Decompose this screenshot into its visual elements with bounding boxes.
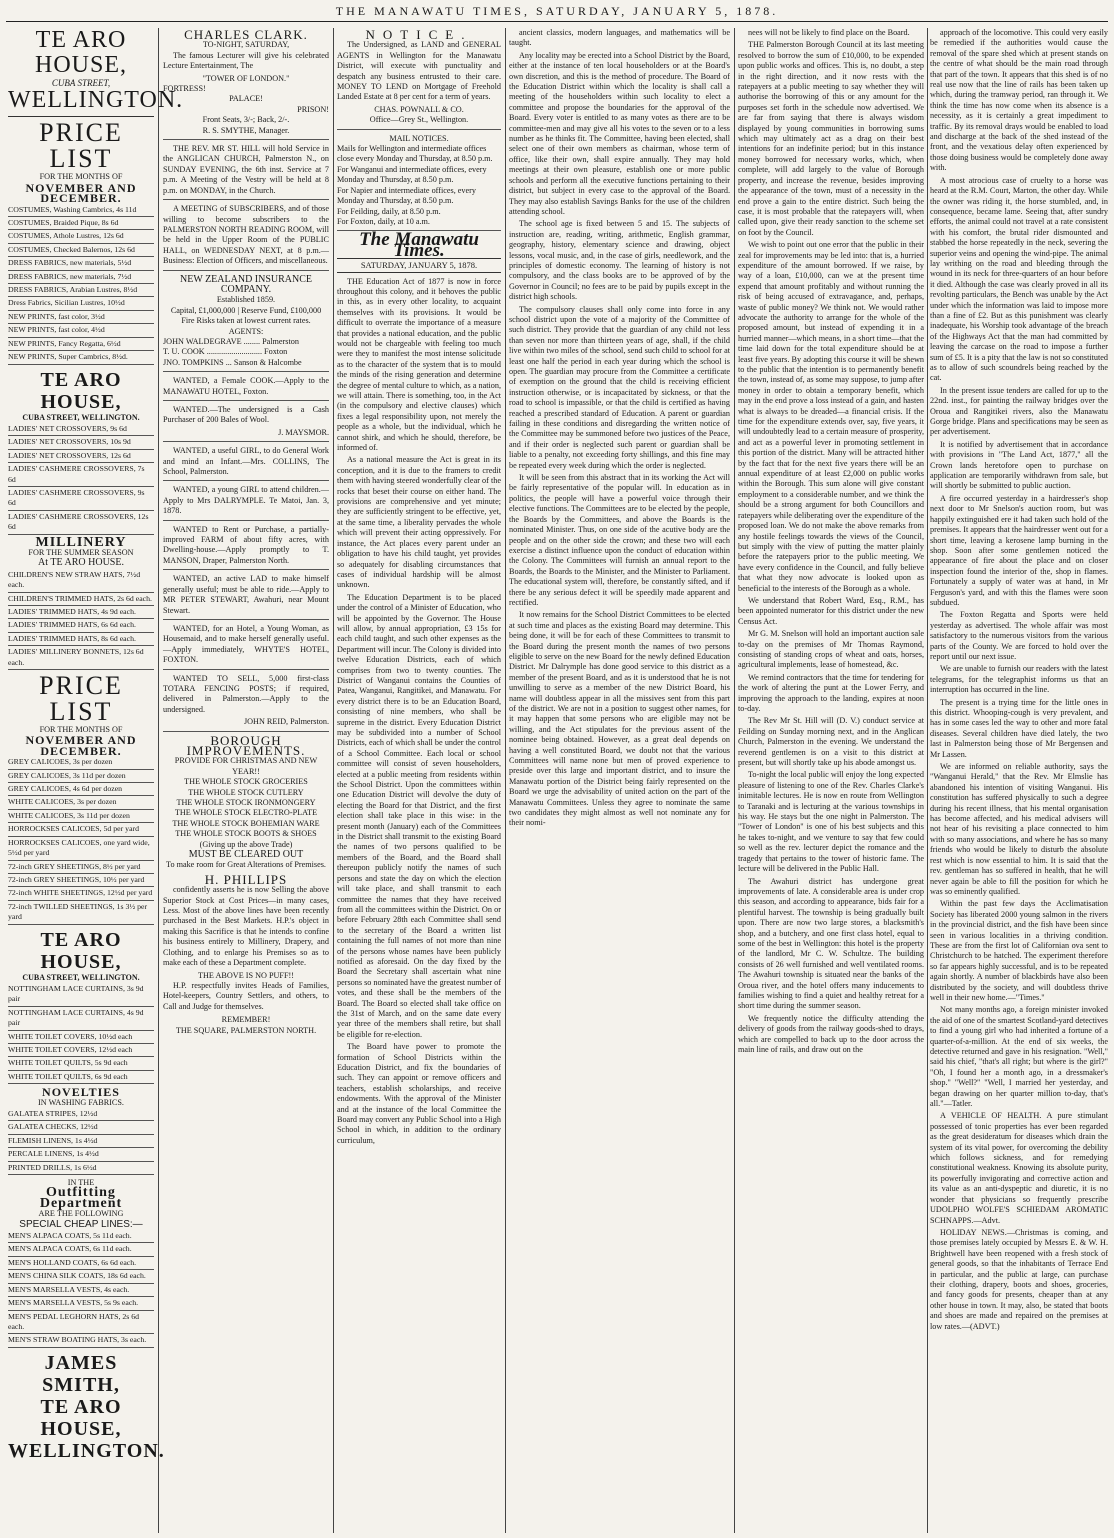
te-aro-house-ad	[8, 27, 184, 1533]
wanted-wool-ad	[163, 403, 329, 442]
ad-note: (Giving up the above Trade)	[199, 839, 293, 849]
price-row: LADIES' CASHMERE CROSSOVERS, 9s 6d	[8, 487, 154, 511]
ad-seats: Front Seats, 3/-; Back, 2/-.	[202, 115, 290, 125]
paragraph: We are informed on reliable authority, says the "Wanganui Herald," that the Rev. Mr Elmslie has abandoned his intention of visiting Wanganui. His constitution has suffered physically to such a degree during his recent illness, that his mental organisation has become affected, and his medical advisers will not hear of his revisiting a place connected to him with so many associations, and where he has so many friends who would be likely to disturb the absolute rest which is now essential to him. It is said that the rev. gentleman has so suffered in health, that he will never again be able to fill the position for which he was so eminently qualified.	[930, 762, 1108, 896]
paragraph: HOLIDAY NEWS.—Christmas is coming, and those premises lately occupied by Messrs E. & W. H. Brightwell have been reopened with a fresh stock of general goods, so that the inhabitants of Terrace End in particular, and the public at large, can purchase their clothing, drapery, boots and shoes, groceries, and fancy goods for presents, cheaper than at any other house in town. It may, also, be stated that boots and shoes are made and repaired on the premises at low rates.—(ADVT.)	[930, 1227, 1108, 1331]
millinery-heading: MILLINERY	[35, 534, 127, 550]
paragraph: We understand that Robert Ward, Esq., R.M., has been appointed numerator for this district under the new Census Act.	[738, 595, 924, 626]
fencing-posts-ad	[163, 672, 329, 732]
price-row: WHITE CALICOES, 3s per dozen	[8, 796, 154, 809]
price-row: NEW PRINTS, fast color, 3½d	[8, 311, 154, 324]
ad-body: The Undersigned, as LAND and GENERAL AGENTS in Wellington for the Manawatu District, will execute with punctuality and despatch any business entrusted to their care. MONEY TO LEND on Mortgage of Freehold Landed Estate at 8 per cent for a term of years.	[337, 40, 501, 102]
store-street-2: CUBA STREET, WELLINGTON.	[22, 412, 140, 422]
price-row: LADIES' CASHMERE CROSSOVERS, 12s 6d	[8, 511, 154, 535]
ad-risks: Fire Risks taken at lowest current rates.	[181, 316, 311, 326]
paragraph: nees will not be likely to find place on the Board.	[748, 28, 910, 37]
wanted-cook-ad: WANTED, a Female COOK.—Apply to the MANAWATU HOTEL, Foxton.	[163, 374, 329, 401]
local-news-column-2	[930, 28, 1108, 1533]
price-row: LADIES' TRIMMED HATS, 8s 6d each.	[8, 633, 154, 646]
price-row: NEW PRINTS, fast color, 4½d	[8, 324, 154, 337]
price-row: GREY CALICOES, 3s per dozen	[8, 756, 154, 769]
at-store-label: At TE ARO HOUSE.	[38, 557, 124, 569]
price-list-heading-2: PRICE LIST	[39, 671, 123, 727]
stock-item: THE WHOLE STOCK BOHEMIAN WARE	[172, 818, 320, 828]
price-row: NEW PRINTS, Super Cambrics, 8½d.	[8, 351, 154, 364]
price-list-hats	[8, 569, 154, 670]
paragraph: We wish to point out one error that the public in their zeal for improvements may be led into: that is, a hurried expenditure of the amount borrowed. If we raise, by way of a loan, £10,000, can we at the present time expend that amount profitably and without running the risk of being accused of extravagance, and, perhaps, waste of public money? We think not. We would rather advocate the authority to arrange for the whole of the proposed amount, but instead of expending it in a hurried manner—which means, in a short time—that the time laid down for the total expenditure should be at least five years. By adopting this course it will be shewn to the public that the intention is to permanently benefit the town, instead of, as some may suppose, to jump after money in order to obtain a temporary benefit, which may in the end prove a loss instead of a gain, and hasten what is always to be dreaded—a financial crisis. If the time for the expenditure extends over, say, five years, it will undoubtedly lead to a certain measure of prosperity, and act as a powerful lever in promoting settlement in this portion of the district. Many will be attracted hither by the fact that for the next five years there will be an annual expenditure of at least £2,000 on public works within the Borough. This sum alone will give constant employment to a considerable number, and we think the should be a strong argument for both Councillors and ratepayers while deliberating over the expenditure of the proposed loan. We do not make the above remarks from any hostile feelings towards the views of the Council, but simply with the view of putting the matter plainly before the ratepayers prior to the public meeting. We have every confidence in the Council, and fully believe that what they now advocate is looked upon as beneficial to the interests of the Borough as a whole.	[738, 240, 924, 593]
price-row: FLEMISH LINENS, 1s 4½d	[8, 1135, 154, 1148]
stock-item: THE WHOLE STOCK ELECTRO-PLATE	[174, 808, 318, 818]
paragraph: As a national measure the Act is great in its conception, and it is due to the framers to credit them with having steered wonderfully clear of the rocks that beset their course on either hand. The provisions are comprehensive and yet minute; they are sufficiently stringent to be effective, yet, at the same time, a liberality pervades the whole which will prevent their acting oppressively. For instance, the Act places every parent under an obligation to have his child taught, yet provides so adequately for disabling circumstances that cases of individual hardship will be almost unknown.	[337, 455, 501, 590]
ad-prison: PRISON!	[297, 104, 329, 114]
proprietor-name: JAMES SMITH,	[42, 1351, 120, 1396]
column-rule	[158, 28, 159, 1533]
paragraph: The Education Department is to be placed under the control of a Minister of Education, who will be appointed by the Governor. The House will allow, by annual appropriation, £3 15s for each child taught, and such other expenses as the Department will incur. The Colony is divided into twelve Education Districts, each of which comprises from two to twenty counties. The District of Wanganui contains the Counties of Patea, Wanganui, Rangitikei, and Manawatu. For every district there is to be an Education Board, consisting of nine members, who shall be supreme in the district. Every Education District may be subdivided into a number of School Districts, each of which shall be under the control of a School Committee. Each local or school committee will consist of seven householders, elected at a public meeting from residents within the School District. Upon the committees within one Education District will devolve the duty of electing the Board for that District, and the first election shall take place in this wise: in the present month (January) each of the Committees in the District shall transmit to the existing Board the names of two persons qualified to be members of the Board, and the Board shall thereupon publicly notify the names of such persons and state the day on which the election will take place, and shall transmit to each committee the names that they have received from all the committees within the District. On or before February 28th each Committee shall send to the secretary of the Board a written list containing the full names of not more than nine of the persons whose names have been publicly notified as aforesaid. On the day fixed by the Board the Secretary shall ascertain what nine persons so nominated have the greatest number of votes, and these shall be the members of the Board. The Board so elected shall take office on the 31st of March, and on the same date every year three of the members shall retire, but shall be eligible for re-election.	[337, 592, 501, 1039]
price-row: 72-inch GREY SHEETINGS, 10½ per yard	[8, 874, 154, 887]
stock-item: THE WHOLE STOCK GROCERIES	[184, 777, 308, 787]
price-row: CHILDREN'S TRIMMED HATS, 2s 6d each.	[8, 593, 154, 606]
price-row: GALATEA CHECKS, 12½d	[8, 1121, 154, 1134]
price-row: DRESS FABRICS, Arabian Lustres, 8½d	[8, 284, 154, 297]
ad-merchant: H. PHILLIPS	[204, 871, 288, 887]
reading-room-ad: A MEETING of SUBSCRIBERS, and of those willing to become subscribers to the PALMERSTON NORTH READING ROOM, will be held in the Upper Room of the PUBLIC HALL, on WEDNESDAY NEXT, at 8 p.m.—Business: Election of Officers, and miscellaneous.	[163, 202, 329, 270]
store-street: CUBA STREET,	[51, 78, 111, 88]
price-row: CHILDREN'S NEW STRAW HATS, 7½d each.	[8, 569, 154, 593]
ad-body: WANTED TO SELL, 5,000 first-class TOTARA FENCING POSTS; if required, delivered in Palmerston.—Apply to the undersigned.	[163, 673, 329, 714]
paragraph: The school age is fixed between 5 and 15. The subjects of instruction are, reading, writing, arithmetic, English grammar, geography, history, elementary science and drawing, object lessons, vocal music, and, in the case of girls, needlework, and the principles of domestic economy. The learning of history is not compulsory, and the class books are to be approved of by the Governor in Council; no fees are to be paid by pupils except in the district high schools.	[509, 219, 730, 302]
newspaper-title: The Manawatu Times.	[359, 229, 479, 261]
store-name-2: TE ARO HOUSE,	[40, 368, 122, 413]
ad-fortress: FORTRESS!	[163, 84, 206, 94]
special-lines-label: SPECIAL CHEAP LINES:—	[19, 1218, 143, 1230]
ad-must: MUST BE CLEARED OUT	[188, 849, 304, 861]
ad-agent: JOHN WALDEGRAVE ........ Palmerston	[163, 336, 299, 346]
column-rule	[333, 28, 334, 1533]
price-row: MEN'S MARSELLA VESTS, 5s 9s each.	[8, 1297, 154, 1310]
month-names-2: NOVEMBER AND DECEMBER.	[25, 733, 137, 758]
paragraph: Within the past few days the Acclimatisation Society has liberated 2000 young salmon in the rivers in the provincial district, and the fish have been since seen in various localities in a thriving condition. These are from the first lot of Californian ova sent to Christchurch to be hatched. The experiment therefore so far appears highly successful, and is to be repeated again shortly. A number of blackbirds have also been distributed by the society, and will doubtless thrive well in their new home.—"Times."	[930, 899, 1108, 1002]
price-row: LADIES' CASHMERE CROSSOVERS, 7s 6d	[8, 463, 154, 487]
column-rule	[927, 28, 928, 1533]
land-agents-notice	[337, 28, 501, 130]
paragraph: ancient classics, modern languages, and mathematics will be taught.	[509, 28, 730, 48]
mail-item: For Wanganui and intermediate offices, every Monday and Thursday, at 8.50 p.m.	[337, 164, 487, 185]
ad-capital: Capital, £1,000,000 | Reserve Fund, £100,000	[170, 305, 322, 315]
price-row: WHITE TOILET QUILTS, 5s 9d each	[8, 1057, 154, 1070]
ad-manager: R. S. SMYTHE, Manager.	[202, 125, 290, 135]
price-row: NEW PRINTS, Fancy Regatta, 6½d	[8, 338, 154, 351]
ad-body: WANTED.—The undersigned is a Cash Purchaser of 200 Bales of Wool.	[163, 405, 329, 425]
mail-list	[337, 144, 501, 227]
price-row: LADIES' TRIMMED HATS, 4s 9d each.	[8, 606, 154, 619]
price-row: LADIES' MILLINERY BONNETS, 12s 6d each.	[8, 646, 154, 670]
column-rule	[505, 28, 506, 1533]
wanted-young-girl-ad: WANTED, a young GIRL to attend children.—Apply to Mrs DALRYMPLE. Te Matoi, Jan. 3, 1878.	[163, 483, 329, 520]
stock-item: THE WHOLE STOCK BOOTS & SHOES	[175, 829, 317, 839]
price-row: WHITE CALICOES, 3s 11d per dozen	[8, 810, 154, 823]
price-row: NOTTINGHAM LACE CURTAINS, 3s 9d pair	[8, 983, 154, 1007]
mail-title: MAIL NOTICES.	[389, 133, 449, 143]
price-row: COSTUMES, Athole Lustres, 12s 6d	[8, 230, 154, 243]
ad-title: NEW ZEALAND INSURANCE COMPANY.	[179, 273, 313, 295]
ad-lecture-title: "TOWER OF LONDON."	[202, 73, 290, 83]
paragraph: We frequently notice the difficulty attending the delivery of goods from the railway goods-shed to drays, which are compelled to back up to the door across the main line of rails, and draw out on the	[738, 1013, 924, 1054]
ad-agent: JNO. TOMPKINS ... Sanson & Halcombe	[163, 357, 302, 367]
insurance-ad	[163, 273, 329, 373]
paragraph: Not many months ago, a foreign minister invoked the aid of one of the smartest Scotland-yard detectives to find a young girl who had inherited a fortune of a quarter-of-a-million. At the end of six weeks, the detective returned and gave in his resignation. "Well," said his chief, "that's all right; but where is the girl?" "Oh, I found her a month ago, in a dressmaker's shop." "Well?" "Well, I married her yesterday, and began drawing on her quarter million to-day, that's all."—Tatler.	[930, 1005, 1108, 1109]
stock-item: THE WHOLE STOCK IRONMONGERY	[176, 798, 316, 807]
price-row: DRESS FABRICS, new materials, 5½d	[8, 257, 154, 270]
issue-date: SATURDAY, JANUARY 5, 1878.	[337, 258, 501, 272]
ad-signature: CHAS. POWNALL & CO.	[374, 104, 464, 114]
paragraph: Any locality may be erected into a School District by the Board, either at the instance of ten local householders or at the Board's own discretion, and this is the method of procedure. The Board of the Education District within which the locality is shall call a meeting of the householders within such locality to elect a committee and propose the boundaries for the approval of the Board. Every voter is entitled to as many votes as there are to be committee-men and may give all his votes to the seven or to a less number as he thinks fit. The Committee, having been elected, shall select one of their own members as chairman, whose term of office, like their own, shall expire annually. They may hold meetings at their own pleasure, establish one or more public schools and perform all the executive functions pertaining to their district, but subject in every case to the approval of the Board. They may also establish Savings Banks for the use of the children attending school.	[509, 50, 730, 216]
price-row: PRINTED DRILLS, 1s 6½d	[8, 1162, 154, 1175]
price-row: MEN'S ALPACA COATS, 5s 11d each.	[8, 1230, 154, 1243]
ad-room: To make room for Great Alterations of Premises.	[166, 860, 326, 870]
novelties-heading: NOVELTIES	[42, 1085, 120, 1100]
price-row: Dress Fabrics, Sicilian Lustres, 10½d	[8, 297, 154, 310]
price-row: 72-inch WHITE SHEETINGS, 12½d per yard	[8, 887, 154, 900]
price-row: MEN'S MARSELLA VESTS, 4s each.	[8, 1284, 154, 1297]
price-row: HORROCKSES CALICOES, 5d per yard	[8, 823, 154, 836]
wanted-farm-ad: WANTED to Rent or Purchase, a partially-improved FARM of about fifty acres, with Dwelling-house.—Apply promptly to T. MANSON, Draper, Palmerston North.	[163, 523, 329, 571]
store-name-footer: TE ARO HOUSE,	[40, 1395, 122, 1440]
price-row: GREY CALICOES, 3s 11d per dozen	[8, 770, 154, 783]
store-city-footer: WELLINGTON.	[8, 1439, 165, 1462]
paragraph: To-night the local public will enjoy the long expected pleasure of listening to one of the Rev. Charles Clarke's inimitable lectures. He is now en route from Wellington to Taranaki and is lecturing at the various townships in his way. He stays but the one night in Palmerston. The "Tower of London" is one of his best subjects and this he takes to-night, and we venture to say that few could so well as the rev. lecturer depict the romance and the tragedy that pertains to the tower of historic fame. The lecture will be delivered in the Public Hall.	[738, 770, 924, 874]
ad-signature: JOHN REID, Palmerston.	[243, 717, 329, 727]
ad-title: CHARLES CLARK.	[184, 27, 308, 42]
season-label: FOR THE SUMMER SEASON	[28, 547, 134, 557]
paragraph: The Board have power to promote the formation of School Districts within the Education District, and fix the boundaries of such. They can appoint or remove officers and teachers, establish scholarships, and receive endowments. With the approval of the Minister and at the instance of the local Committee the Board may convert any Public School into a High School in which, in addition to the ordinary curriculum,	[337, 1042, 501, 1145]
wanted-lad-ad: WANTED, an active LAD to make himself generally useful; must be able to ride.—Apply to MR PETER STEWART, Awahuri, near Mount Stewart.	[163, 572, 329, 620]
store-city: WELLINGTON.	[8, 87, 184, 114]
paragraph: We are unable to furnish our readers with the latest telegrams, for the telegraphist informs us that an interruption has occurred in the line.	[930, 664, 1108, 695]
ad-body: confidently asserts he is now Selling the above Superior Stock at Cost Prices—in many cases, Less. Most of the above lines have been recently purchased in the Best Markets. H.P.'s object in making this Sacrifice is that he intends to confine his business entirely to Millinery, Drapery, and Clothing, and to enlarge his Premises so as to make each of these a Department complete.	[163, 885, 329, 968]
ad-title: BOROUGH IMPROVEMENTS.	[186, 732, 306, 758]
paragraph: Mr G. M. Snelson will hold an important auction sale to-day on the premises of Mr Thomas Raymond, consisting of standing crops of wheat and oats, horses, agricultural implements, lease of homestead, &c.	[738, 629, 924, 670]
store-street-3: CUBA STREET, WELLINGTON.	[22, 972, 140, 982]
masthead-rule	[6, 21, 1108, 22]
ad-subtitle: PROVIDE FOR CHRISTMAS AND NEW YEAR!!	[174, 756, 318, 776]
paragraph: The compulsory clauses shall only come into force in any school district upon the vote of a majority of the Committee of such district. They provide that the guardian of any child not less than seven nor more than thirteen years of age, shall, if the child live within two miles of the school, send such child to school for at least one half the period in each year during which the school is open. The guardian may procure from the Committee a certificate of exemption on the ground that the child is receiving efficient instruction otherwise, or is incapacitated by sickness, or that the road to school is impassible, or that the child is certified as having reached a prescribed standard of Education. A parent or guardian failing in these conditions and disregarding the written notice of the Committee may be summoned before two justices of the Peace, and if their order is neglected such parent or guardian shall be liable to a penalty, not exceeding forty shillings, and this fine may be repeated every week during which the order is neglected.	[509, 304, 730, 470]
price-row: GREY CALICOES, 4s 6d per dozen	[8, 783, 154, 796]
masthead: THE MANAWATU TIMES, SATURDAY, JANUARY 5, 1878.	[335, 4, 779, 18]
price-row: WHITE TOILET COVERS, 12½d each	[8, 1044, 154, 1057]
ad-palace: PALACE!	[229, 94, 263, 104]
ad-place: THE SQUARE, PALMERSTON NORTH.	[175, 1025, 317, 1035]
paragraph: It is notified by advertisement that in accordance with provisions in "The Land Act, 1877," all the Crown lands heretofore open to purchase on application are temporarily withdrawn from sale, but will shortly be submitted to public auction.	[930, 439, 1108, 491]
borough-improvements-ad	[163, 732, 329, 1036]
mail-item: For Foxton, daily, at 10 a.m.	[337, 216, 430, 226]
price-row: MEN'S ALPACA COATS, 6s 11d each.	[8, 1243, 154, 1256]
in-the-label: IN THE	[67, 1178, 95, 1188]
outfitting-heading: Outfitting Department	[39, 1185, 123, 1211]
mail-item: Mails for Wellington and intermediate offices close every Monday and Thursday, at 8.50 p.m.	[337, 144, 493, 164]
price-row: GALATEA STRIPES, 12½d	[8, 1108, 154, 1121]
month-names: NOVEMBER AND DECEMBER.	[25, 180, 137, 206]
paragraph: A fire occurred yesterday in a hairdresser's shop next door to Mr Snelson's auction room, but was happily extinguished ere it had taken such hold of the premises. It appears that the hairdresser went out for a short time, leaving a kerosene lamp burning in the shop. Soon after some gentlemen noticed the appearance of fire about the place and on closer inspection found the interior of the, shop in flames. Fortunately a supply of water was at hand, in Mr Ferguson's yard, and with this the flames were soon subdued.	[930, 493, 1108, 607]
price-row: WHITE TOILET QUILTS, 6s 9d each	[8, 1071, 154, 1084]
paragraph: The Awahuri district has undergone great improvements of late. A considerable area is under crop this season, and according to appearance, bids fair for a plentiful harvest. The township is being gradually built upon. There are now two large stores, a blacksmith's shop, and a butchery, and one first class hotel, equal to some of the best in Wellington: this hotel is the property of the landlord, Mr C. W. Schultze. The building consists of 26 well furnished and well ventilated rooms. The Awahuri township is situated near the banks of the Oroua river, and the hotel offers many inducements to families wishing to find a quiet and healthy retreat for a short time during the summer season.	[738, 876, 924, 1011]
months-label: FOR THE MONTHS OF	[39, 172, 123, 182]
price-row: WHITE TOILET COVERS, 10½d each	[8, 1031, 154, 1044]
price-list-costumes	[8, 204, 154, 365]
washing-label: IN WASHING FABRICS.	[38, 1097, 124, 1107]
ad-established: Established 1859.	[216, 295, 276, 305]
ad-agent: T. U. COOK ........................... Foxton	[163, 347, 288, 357]
paragraph: In the present issue tenders are called for up to the 22nd. inst., for painting the railway bridges over the Oroua and Rangitikei rivers, also the Manawatu Gorge bridge. Plans and specifications may be seen as per advertisement.	[930, 385, 1108, 437]
paragraph: It now remains for the School District Committees to be elected at such time and places as the existing Board may determine. This being done, it will be for each of these Committees to transmit to the Board during the present month the names of two persons eligible to serve on the new Board for the newly defined Education District. Mr Dalrymple has done good service to this district as a member of the present Board, and as it is understood that he is not unwilling to serve as a member of the new District Board, his name will doubtless appear in all the missives sent from this part of the district. We are not in a position to suggest other names, for it may happen that some persons who are eligible may not be willing, and the Act stipulates for the previous assent of the nominee being obtained. However, as a great deal depends on having a well constituted Board, we doubt not that the various Committees will name none but men of proved experience to preside over this large and important district, and to insure the Manawatu portion of the District being fairly represented on the Board we urge the advisability of united action on the part of the Manawatu Committees. Unless they agree to nominate the same two candidates they might almost as well not nominate any for their nomi-	[509, 610, 730, 828]
price-row: LADIES' TRIMMED HATS, 6s 6d each.	[8, 619, 154, 632]
paragraph: The present is a trying time for the little ones in this district. Whooping-cough is very prevalent, and has in some cases led the way to other and more fatal diseases. Several children have died lately, the two last in Palmerston being those of Mr Bergensen and Mr Lassen.	[930, 697, 1108, 759]
are-the-label: ARE THE FOLLOWING	[38, 1209, 124, 1219]
paragraph: A most atrocious case of cruelty to a horse was heard at the R.M. Court, Marton, the other day. While the owner was riding it, the horse stumbled, and, in consequence, became lame. Seeing that, after sundry efforts, the animal could not travel at a rate consistent with his comfort, the brutal rider dismounted and stabbed the horse repeatedly in the neck, severing the superior veins and opening the wind-pipe. The animal lay writhing on the road and bleeding through the wound in its neck for three-quarters of an hour before it died. Although the case was clearly proved in all its revolting particulars, the Bench was unable by the Act under which the information was laid to impose more than a fine of £2. But as this punishment was clearly inadequate, his Worship took advantage of the breach of the Highways Act that the man had committed by leaving the carcase on the road to impose a further sum of £5. It is a pity that the law is not so constituted as to allow of such scoundrels being reached by the cat.	[930, 175, 1108, 383]
ad-body-2: H.P. respectfully invites Heads of Families, Hotel-keepers, Country Settlers, and others, to Call and Judge for themselves.	[163, 980, 329, 1011]
price-list-fabrics	[8, 1108, 154, 1175]
price-row: HORROCKSES CALICOES, one yard wide, 5½d per yard	[8, 837, 154, 861]
ad-puff: THE ABOVE IS NO PUFF!!	[198, 970, 294, 980]
stock-item: THE WHOLE STOCK CUTLERY	[188, 787, 304, 797]
price-list-calicoes	[8, 756, 154, 924]
column-rule	[734, 28, 735, 1533]
price-row: LADIES' NET CROSSOVERS, 12s 6d	[8, 450, 154, 463]
advertisements-column	[163, 28, 329, 1533]
price-list-outfitting	[8, 1230, 154, 1348]
price-row: LADIES' NET CROSSOVERS, 10s 9d	[8, 436, 154, 449]
stock-list	[163, 777, 329, 839]
paragraph: The Foxton Regatta and Sports were held yesterday as advertised. The whole affair was most satisfactory to the numerous visitors from the various parts of the County. We are forced to hold over the report until our next issue.	[930, 610, 1108, 661]
months-label-2: FOR THE MONTHS OF	[39, 725, 123, 735]
price-row: 72-inch TWILLED SHEETINGS, 1s 3½ per yard	[8, 901, 154, 925]
church-service-ad: THE REV. MR ST. HILL will hold Service in the ANGLICAN CHURCH, Palmerston N., on SUNDAY EVENING, the 6th inst. Service at 7 p.m. A Meeting of the Vestry will be held at 8 p.m. on MONDAY, in the Church.	[163, 142, 329, 200]
mail-item: For Napier and intermediate offices, every Monday and Thursday, at 8.50 p.m.	[337, 185, 476, 206]
price-row: COSTUMES, Washing Cambrics, 4s 11d	[8, 204, 154, 217]
price-list-crossovers	[8, 423, 154, 535]
wanted-housemaid-ad: WANTED, for an Hotel, a Young Woman, as Housemaid, and to make herself generally useful.—Apply immediately, WHYTE'S HOTEL, FOXTON.	[163, 622, 329, 670]
paragraph: THE Education Act of 1877 is now in force throughout this colony, and it behoves the public in this, as in every other locality, to acquaint themselves with its provisions. It would be difficult to overrate the importance of a measure that provides a national education, and the public would not be chargeable with feeling too much were they to manifest the most intense solicitude as to the character of the system that is to mould the minds of the rising generation and determine the degree of mental culture to which, as a nation, we will attain. There is something, too, in the Act (in the compulsory and elective clauses) which fixes a legal responsibility upon, not merely the people as a whole, but the individual, which he cannot shirk, and which he should, therefore, be informed of.	[337, 276, 501, 453]
ad-title: NOTICE.	[365, 27, 473, 42]
paragraph: It will be seen from this abstract that in its working the Act will be fairly representative of the popular will. In education as in politics, the people will have a powerful voice through their elective functions. The Committees are to be elected by the people, the Boards by the Committees, and above the Boards is the nominated Minister. Thus, on one side of the acutive body are the people and on the other side the crown; and these two will each exercise a distinct influence upon the conduct of education within the Colony. The Committees will furnish an annual report to the Boards, the Boards to the Minister, and the Minister to Parliament. The educational system will, therefore, be constantly sifted, and if there be any serious defect it will be speedily made apparent and rectified.	[509, 473, 730, 607]
price-row: COSTUMES, Checked Balernos, 12s 6d	[8, 244, 154, 257]
ad-signature: J. MAYSMOR.	[278, 427, 329, 437]
paragraph: A VEHICLE OF HEALTH. A pure stimulant possessed of tonic properties has ever been regarded as the great desideratum for diseases which drain the system of its vital power, for overcoming the debility which follows sickness, and for remedying constitutional weakness. Knowing its absolute purity, its powerfully invigorating and corrective action and its value as an anti-dyspeptic and diuretic, it is no wonder that physicians so frequently prescribe UDOLPHO WOLFE'S SCHIEDAM AROMATIC SCHNAPPS.—Advt.	[930, 1111, 1108, 1225]
ad-tonight: TO-NIGHT, SATURDAY,	[202, 40, 290, 50]
editorial-continued	[509, 28, 730, 1533]
paragraph: THE Palmerston Borough Council at its last meeting resolved to borrow the sum of £10,000, to be expended upon public works and offices. This is, no doubt, a step in the right direction, and it now rests with the ratepayers at a public meeting to say whether they will authorise the borrowing of this or any amount for the purposes set forth in the schedule now advertised. We are far from saying that there is always wisdom displayed by young communities in borrowing sums which may ultimately act as a drag on their best intentions for an indefinite period; but in this instance money borrowed for necessary works, which, when complete, will add largely to the value of Borough property, and increase the revenue, besides improving the appearance of the town, must of a necessity in the end prove a gain to the entire district. Such being the case, it is most probable that the ratepayers will, when called upon, give their ready sanction to the scheme set on foot by the Council.	[738, 40, 924, 237]
price-row: LADIES' NET CROSSOVERS, 9s 6d	[8, 423, 154, 436]
price-row: NOTTINGHAM LACE CURTAINS, 4s 9d pair	[8, 1007, 154, 1031]
price-row: PERCALE LINENS, 1s 4½d	[8, 1148, 154, 1161]
store-name-3: TE ARO HOUSE,	[40, 928, 122, 973]
price-row: DRESS FABRICS, new materials, 7½d	[8, 271, 154, 284]
editorial-column	[337, 28, 501, 1533]
ad-agents-label: AGENTS:	[228, 326, 264, 336]
price-row: MEN'S CHINA SILK COATS, 18s 6d each.	[8, 1270, 154, 1283]
price-row: MEN'S PEDAL LEGHORN HATS, 2s 6d each.	[8, 1311, 154, 1335]
ad-remember: REMEMBER!	[221, 1015, 271, 1025]
price-row: MEN'S STRAW BOATING HATS, 3s each.	[8, 1334, 154, 1347]
paragraph: We remind contractors that the time for tendering for the work of altering the punt at the Lower Ferry, and improving the approach to the landing, expires at noon to-day.	[738, 672, 924, 713]
mail-notices	[337, 132, 501, 232]
ad-office: Office—Grey St., Wellington.	[369, 115, 469, 125]
price-row: MEN'S HOLLAND COATS, 6s 6d each.	[8, 1257, 154, 1270]
price-list-heading: PRICE LIST	[39, 118, 123, 174]
paragraph: The Rev Mr St. Hill will (D. V.) conduct service at Feilding on Sunday morning next, and in the Anglican Church, Palmerston in the evening. We understand the reverend gentlemen is on a visit to this district at present, but will shortly take up his abode amongst us.	[738, 716, 924, 768]
wanted-girl-ad: WANTED, a useful GIRL, to do General Work and mind an Infant.—Mrs. COLLINS, The School, Palmerston.	[163, 444, 329, 481]
price-row: COSTUMES, Braided Pique, 8s 6d	[8, 217, 154, 230]
price-row: 72-inch GREY SHEETINGS, 8½ per yard	[8, 861, 154, 874]
price-list-curtains	[8, 983, 154, 1084]
charles-clark-ad	[163, 28, 329, 140]
local-news-column	[738, 28, 924, 1533]
mail-item: For Feilding, daily, at 8.50 p.m.	[337, 206, 441, 216]
ad-body: The famous Lecturer will give his celebrated Lecture Entertainment, The	[163, 50, 329, 71]
paragraph: approach of the locomotive. This could very easily be remedied if the authorities would cause the removal of the spare shed which at present stands on the centre of what should be the main road through that part of the town. It appears that this shed is of no real use now that the line of rails has been taken up which, during the tramway period, ran through it. We think the time has now come when its absence is a necessity, as it is certainly a great impediment to traffic. By its removal drays would be enabled to load and discharge at the back of the shed instead of the front, and the vexatious delay often experienced by those doing business would be completely done away with.	[930, 28, 1108, 173]
education-editorial	[337, 277, 501, 1147]
store-name: TE ARO HOUSE,	[34, 27, 127, 78]
